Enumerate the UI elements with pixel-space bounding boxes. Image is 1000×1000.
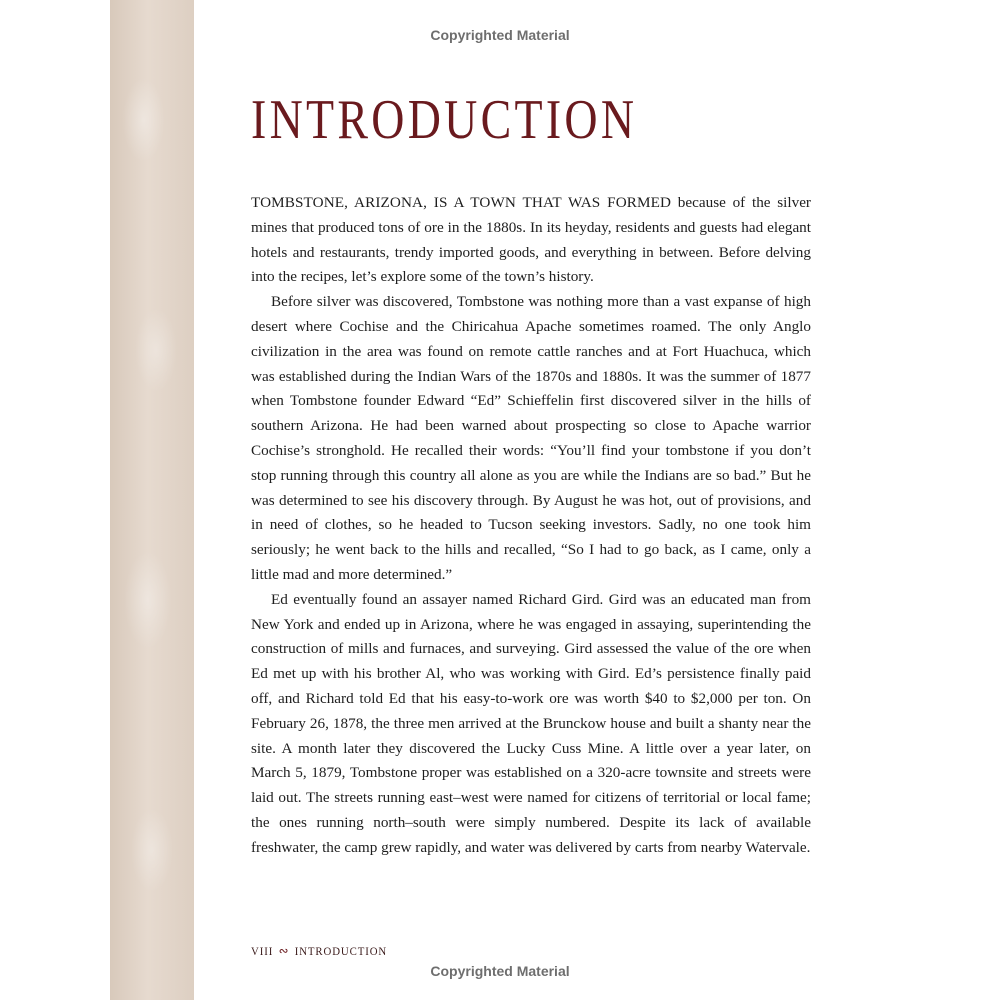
paragraph-1-rest: because of the silver mines that produced tons of ore in the 1880s. In its heyday, residents and guests had elegant hotels and restaurants, trendy imported goods, and everything in between. Before delving into the recipes, let’s explore some of the town’s history. — [251, 194, 811, 286]
ornament-icon: ∾ — [278, 943, 290, 958]
decorative-side-band — [110, 0, 194, 1000]
copyright-watermark-bottom: Copyrighted Material — [430, 963, 570, 979]
page-footer — [251, 943, 387, 959]
body-text — [251, 191, 811, 861]
paragraph-2: Before silver was discovered, Tombstone was nothing more than a vast expanse of high desert where Cochise and the Chiricahua Apache sometimes roamed. The only Anglo civilization in the area was found on remote cattle ranches and at Fort Huachuca, which was established during the Indian Wars of the 1870s and 1880s. It was the summer of 1877 when Tombstone founder Edward “Ed” Schieffelin first discovered silver in the hills of southern Arizona. He had been warned about prospecting so close to Apache warrior Cochise’s stronghold. He recalled their words: “You’ll find your tombstone if you don’t stop running through this country all alone as you are while the Indians are so bad.” But he was determined to see his discovery through. By August he was hot, out of provisions, and in need of clothes, so he headed to Tucson seeking investors. Sadly, no one took him seriously; he went back to the hills and recalled, “So I had to go back, as I came, only a little mad and more determined.” — [251, 293, 811, 583]
page-number: VIII — [251, 943, 274, 958]
footer-section-title: INTRODUCTION — [294, 943, 388, 958]
chapter-title: INTRODUCTION — [251, 89, 638, 151]
paragraph-3: Ed eventually found an assayer named Richard Gird. Gird was an educated man from New York and ended up in Arizona, where he was engaged in assaying, superintending the construction of mills and furnaces, and surveying. Gird assessed the value of the ore when Ed met up with his brother Al, who was working with Gird. Ed’s persistence finally paid off, and Richard told Ed that his easy-to-work ore was worth $40 to $2,000 per ton. On February 26, 1878, the three men arrived at the Brunckow house and built a shanty near the site. A month later they discovered the Lucky Cuss Mine. A little over a year later, on March 5, 1879, Tombstone proper was established on a 320-acre townsite and streets were laid out. The streets running east–west were named for citizens of territorial or local fame; the ones running north–south were simply numbered. Despite its lack of available freshwater, the camp grew rapidly, and water was delivered by carts from nearby Watervale. — [251, 590, 811, 856]
copyright-watermark-top: Copyrighted Material — [430, 27, 570, 43]
paragraph-1-lead: TOMBSTONE, ARIZONA, IS A TOWN THAT WAS FORMED — [251, 194, 672, 211]
paragraph-1 — [251, 191, 811, 290]
